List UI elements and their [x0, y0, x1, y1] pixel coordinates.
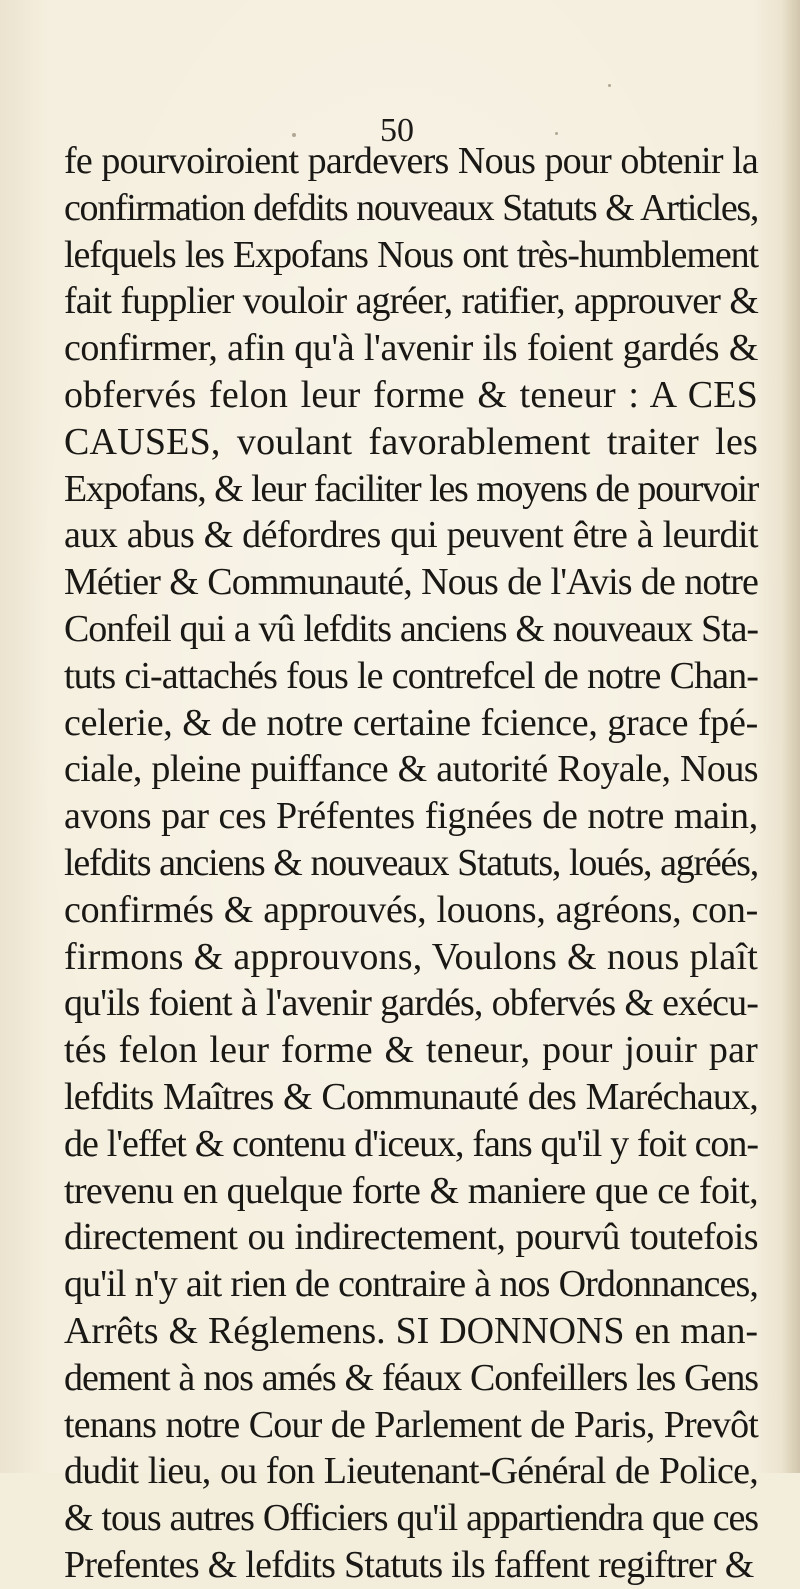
text-line: Expofans, & leur faciliter les moyens de pourvoir [64, 467, 758, 510]
text-line: confirmation defdits nouveaux Statuts & Articles, [64, 186, 758, 229]
text-line: ciale, pleine puiffance & autorité Royale, Nous [64, 748, 758, 791]
text-line: directement ou indirectement, pourvû toutefois [64, 1216, 758, 1259]
text-line: avons par ces Préfentes fignées de notre main, [64, 795, 758, 838]
text-line: dement à nos amés & féaux Confeillers les Gens [64, 1356, 758, 1399]
text-line: qu'il n'y ait rien de contraire à nos Ordonnances, [64, 1263, 758, 1306]
text-line: Arrêts & Réglemens. SI DONNONS en man- [64, 1309, 758, 1352]
text-line: lefquels les Expofans Nous ont très-humblement [64, 233, 758, 276]
text-line: & tous autres Officiers qu'il appartiendra que ces [64, 1497, 758, 1540]
text-line: celerie, & de notre certaine fcience, grace fpé- [64, 701, 758, 744]
text-line: fe pourvoiroient pardevers Nous pour obtenir la [64, 140, 758, 182]
text-line: lefdits Maîtres & Communauté des Maréchaux, [64, 1075, 758, 1118]
paper-speck [555, 132, 558, 135]
text-line: dudit lieu, ou fon Lieutenant-Général de Police, [64, 1450, 758, 1493]
text-line: lefdits anciens & nouveaux Statuts, loués, agréés, [64, 841, 758, 884]
text-line: Prefentes & lefdits Statuts ils faffent regiftrer & [64, 1543, 754, 1586]
text-line: confirmer, afin qu'à l'avenir ils foient gardés & [64, 327, 758, 370]
page-edge-shadow [782, 0, 800, 1473]
body-text [64, 138, 758, 1589]
text-line: de l'effet & contenu d'iceux, fans qu'il y foit con- [64, 1122, 758, 1165]
paper-speck [608, 84, 611, 87]
text-line: aux abus & défordres qui peuvent être à leurdit [64, 514, 758, 557]
text-line: obfervés felon leur forme & teneur : A CES [64, 373, 758, 416]
text-line: qu'ils foient à l'avenir gardés, obfervés & exécu- [64, 982, 758, 1025]
text-line: confirmés & approuvés, louons, agréons, con- [64, 888, 758, 931]
text-line: Confeil qui a vû lefdits anciens & nouveaux Sta- [64, 607, 758, 650]
text-line: CAUSES, voulant favorablement traiter les [64, 420, 758, 463]
text-line: tés felon leur forme & teneur, pour jouir par [64, 1029, 758, 1072]
text-line: fait fupplier vouloir agréer, ratifier, approuver & [64, 280, 758, 323]
page-number: 50 [380, 112, 414, 149]
paper-speck [292, 133, 296, 137]
text-line: trevenu en quelque forte & maniere que ce foit, [64, 1169, 758, 1212]
text-line: tenans notre Cour de Parlement de Paris, Prevôt [64, 1403, 758, 1446]
text-line: tuts ci-attachés fous le contrefcel de notre Chan- [64, 654, 758, 697]
text-line: firmons & approuvons, Voulons & nous plaît [64, 935, 758, 978]
text-line: Métier & Communauté, Nous de l'Avis de notre [64, 561, 758, 604]
